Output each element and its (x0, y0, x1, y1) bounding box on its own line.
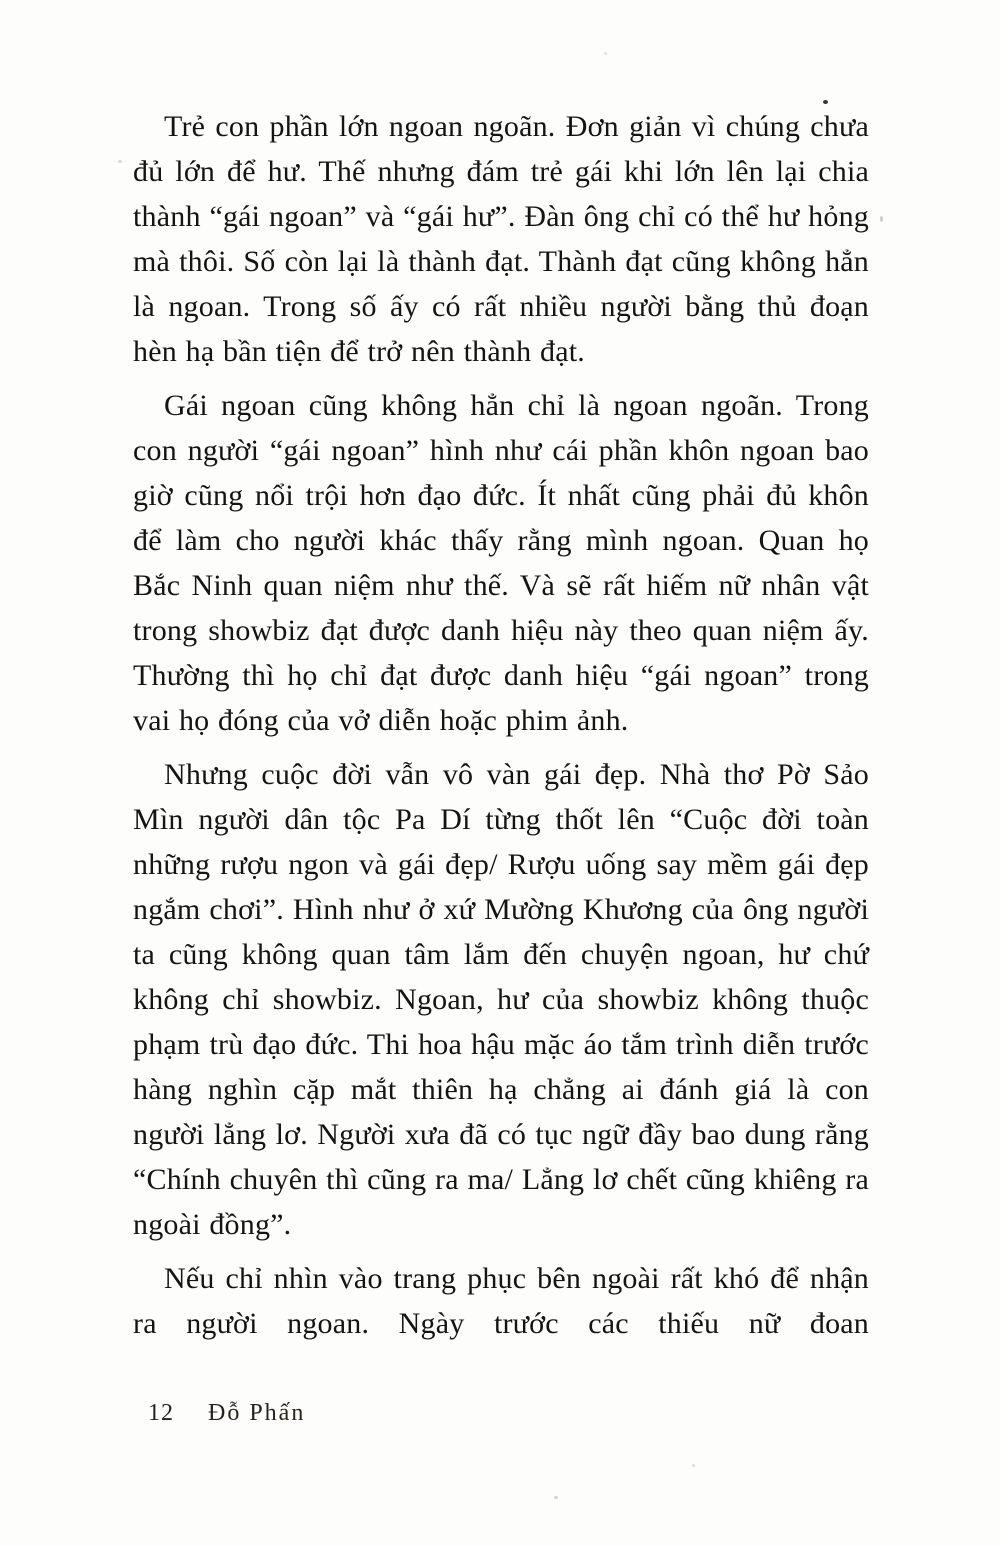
scan-speck (554, 1496, 558, 1499)
paragraph-1: Trẻ con phần lớn ngoan ngoãn. Đơn giản vì chúng chưa đủ lớn để hư. Thế nhưng đám trẻ gái khi lớn lên lại chia thành “gái ngoan” và “gái hư”. Đàn ông chỉ có thể hư hỏng mà thôi. Số còn lại là thành đạt. Thành đạt cũng không hẳn là ngoan. Trong số ấy có rất nhiều người bằng thủ đoạn hèn hạ bần tiện để trở nên thành đạt. (133, 110, 869, 368)
paragraph-4: Nếu chỉ nhìn vào trang phục bên ngoài rất khó để nhận ra người ngoan. Ngày trước các thiếu nữ đoan (133, 1262, 869, 1340)
scan-speck (692, 1464, 695, 1467)
page-number: 12 (148, 1400, 174, 1426)
scan-speck (880, 216, 883, 222)
paragraph-3: Nhưng cuộc đời vẫn vô vàn gái đẹp. Nhà thơ Pờ Sảo Mìn người dân tộc Pa Dí từng thốt lên “Cuộc đời toàn những rượu ngon và gái đẹp/ Rượu uống say mềm gái đẹp ngắm chơi”. Hình như ở xứ Mường Khương của ông người ta cũng không quan tâm lắm đến chuyện ngoan, hư chứ không chỉ showbiz. Ngoan, hư của showbiz không thuộc phạm trù đạo đức. Thi hoa hậu mặc áo tắm trình diễn trước hàng nghìn cặp mắt thiên hạ chẳng ai đánh giá là con người lẳng lơ. Người xưa đã có tục ngữ đầy bao dung rằng “Chính chuyên thì cũng ra ma/ Lẳng lơ chết cũng khiêng ra ngoài đồng”. (133, 758, 869, 1241)
body-text (133, 104, 869, 1355)
paragraph-2: Gái ngoan cũng không hẳn chỉ là ngoan ngoãn. Trong con người “gái ngoan” hình như cái phần khôn ngoan bao giờ cũng nổi trội hơn đạo đức. Ít nhất cũng phải đủ khôn để làm cho người khác thấy rằng mình ngoan. Quan họ Bắc Ninh quan niệm như thế. Và sẽ rất hiếm nữ nhân vật trong showbiz đạt được danh hiệu này theo quan niệm ấy. Thường thì họ chỉ đạt được danh hiệu “gái ngoan” trong vai họ đóng của vở diễn hoặc phim ảnh. (133, 389, 869, 737)
running-title: Đỗ Phấn (208, 1400, 306, 1426)
scan-speck (604, 52, 607, 55)
page-footer (148, 1398, 305, 1428)
scan-speck (118, 160, 122, 163)
